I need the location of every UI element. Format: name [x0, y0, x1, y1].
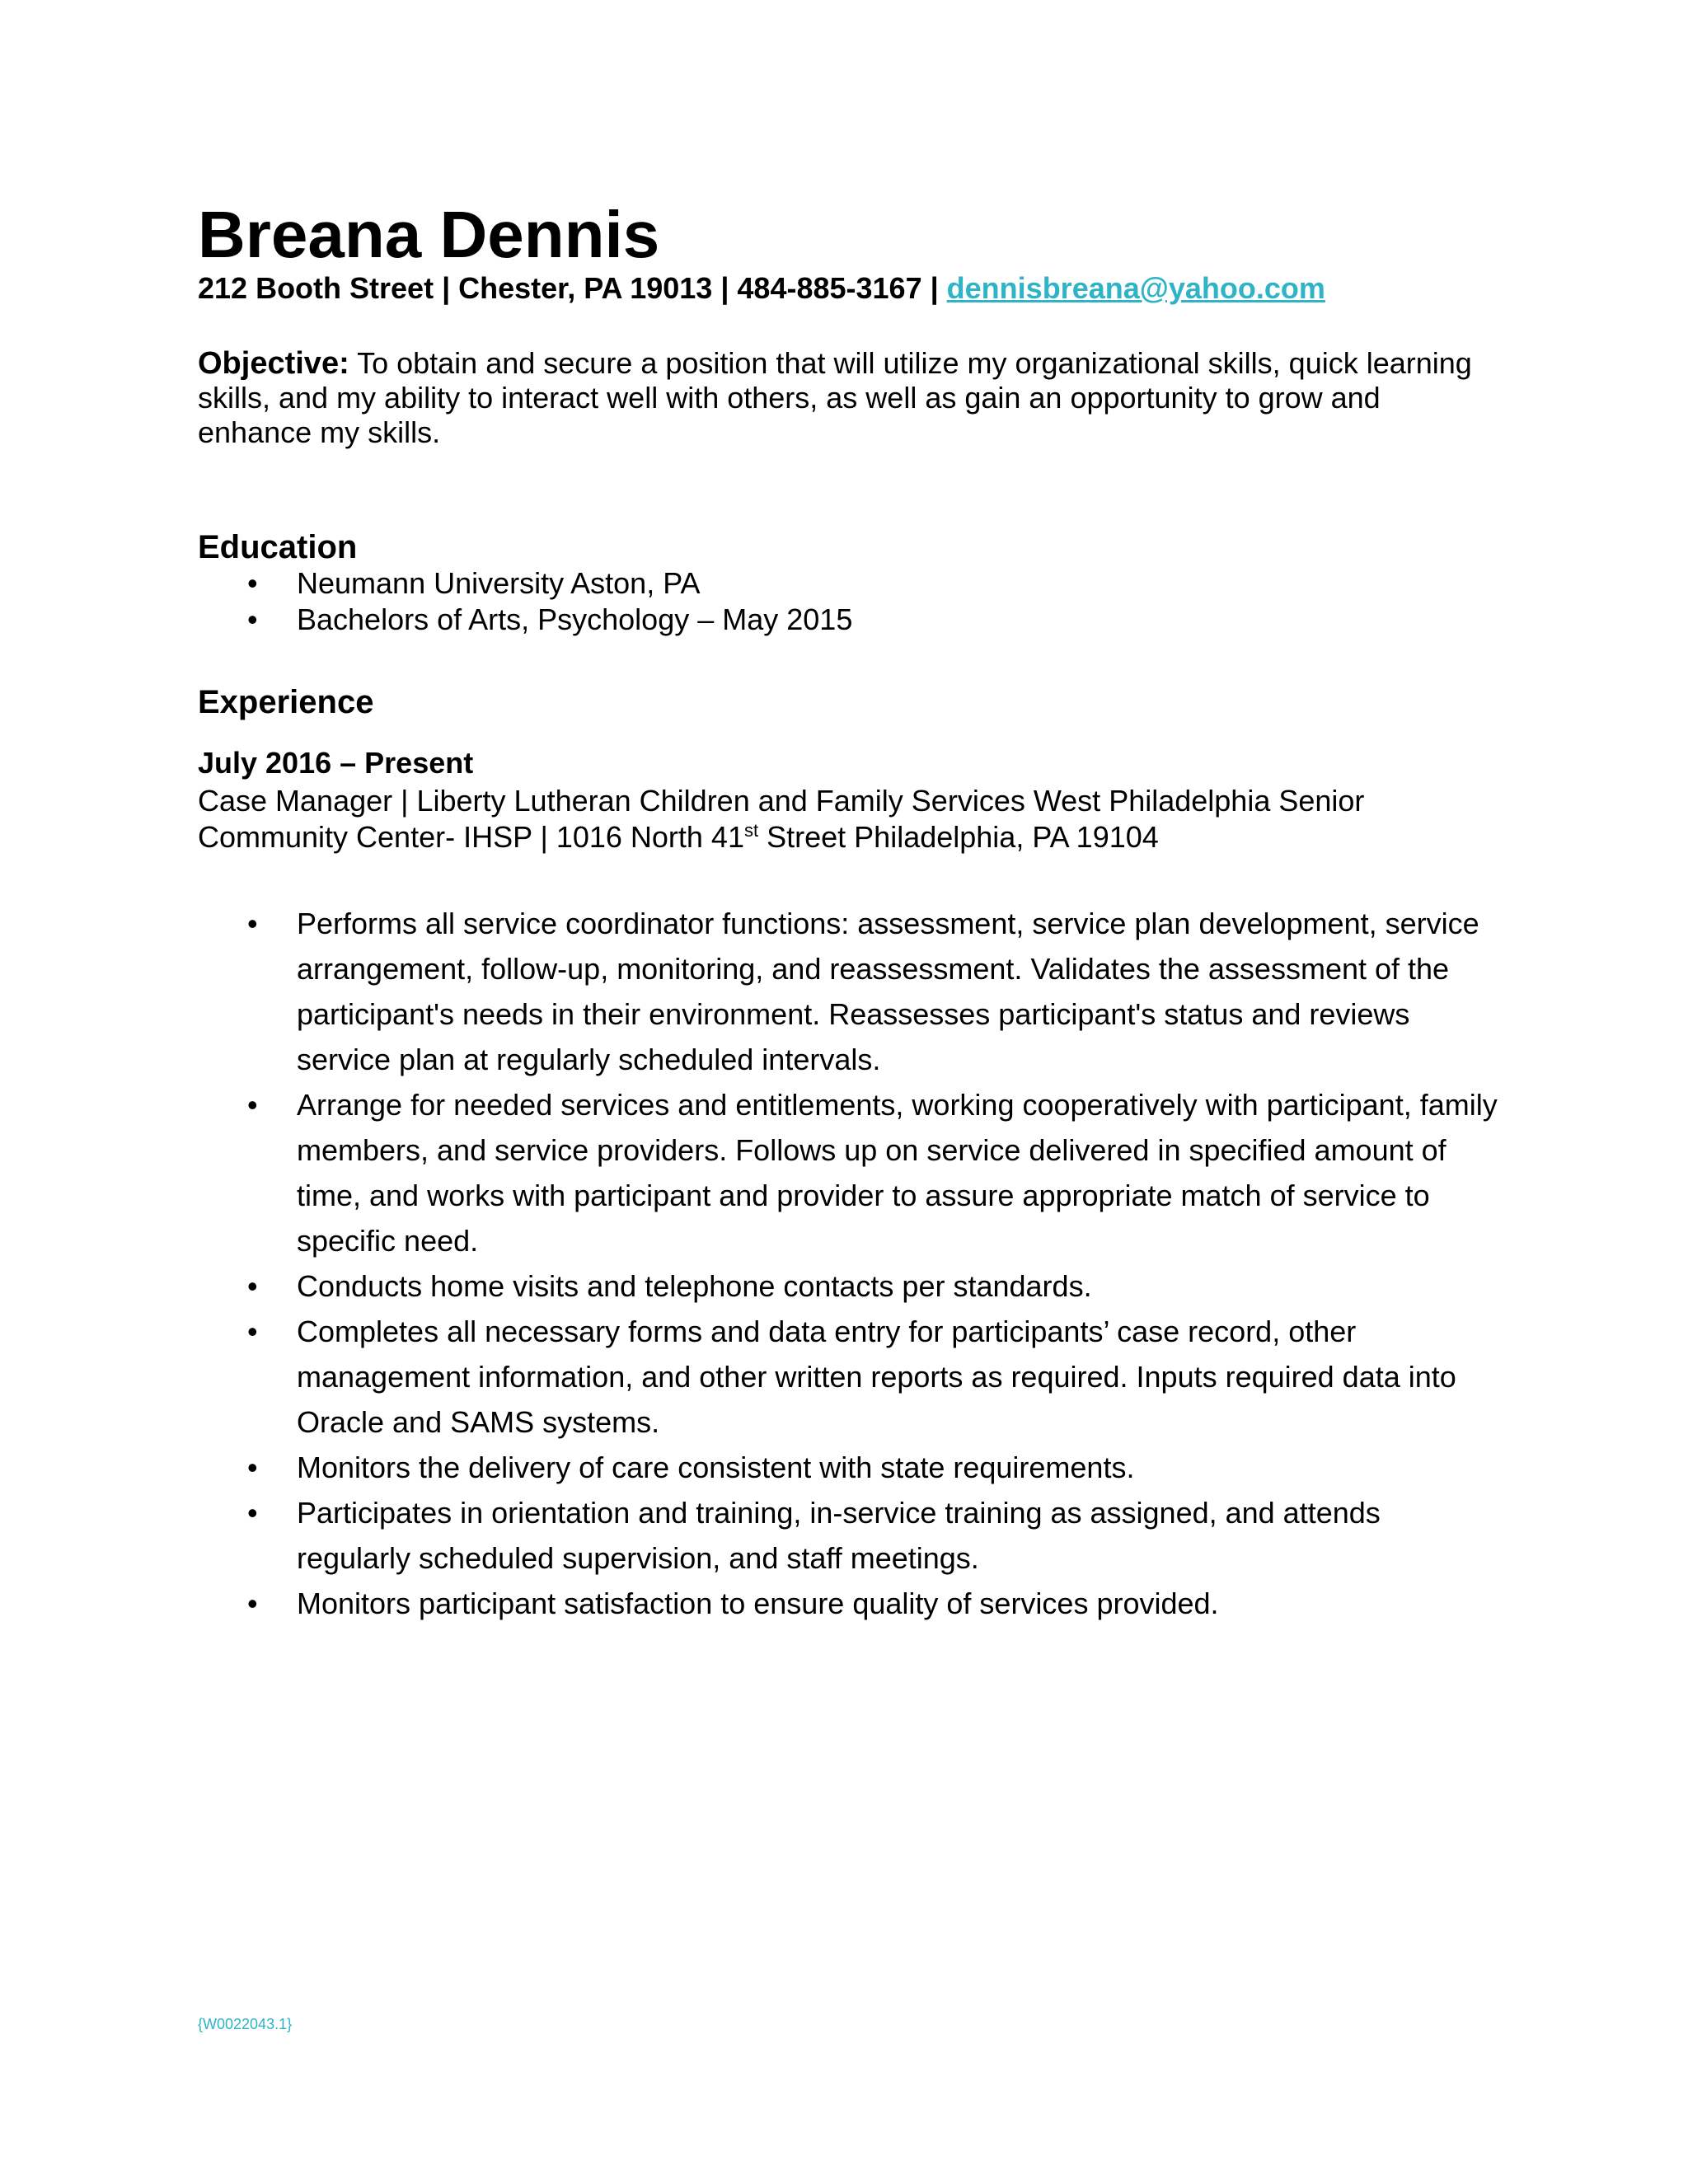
list-item: [198, 1581, 1500, 1626]
job-org-text: Case Manager | Liberty Lutheran Children and Family Services West Philadelphia Senior Community Center- IHSP | 1016 North 41: [198, 784, 1365, 854]
bullet-icon: •: [247, 1496, 258, 1530]
experience-heading: Experience: [198, 684, 374, 720]
duty-text: Conducts home visits and telephone contacts per standards.: [297, 1269, 1092, 1303]
list-item: [198, 901, 1500, 1082]
bullet-icon: •: [247, 1315, 258, 1348]
email-link[interactable]: dennisbreana@yahoo.com: [946, 271, 1325, 305]
ordinal-suffix: st: [743, 820, 759, 841]
list-item: [198, 565, 1484, 602]
document-code: {W0022043.1}: [198, 2016, 293, 2032]
list-item: [198, 1490, 1500, 1581]
objective-text: To obtain and secure a position that will utilize my organizational skills, quick learning skills, and my ability to interact well with others, as well as gain an opportunity to grow and enhance my skills.: [198, 346, 1472, 449]
list-item: [198, 1263, 1500, 1309]
duty-text: Arrange for needed services and entitlements, working cooperatively with participant, family members, and service providers. Follows up on service delivered in specified amount of time, and works with participant and provider to assure appropriate match of service to specific need.: [297, 1088, 1498, 1258]
duties-list: [198, 901, 1500, 1626]
education-heading: Education: [198, 529, 358, 565]
contact-details: 212 Booth Street | Chester, PA 19013 | 484-885-3167 |: [198, 271, 947, 305]
job-org-address: Street Philadelphia, PA 19104: [758, 820, 1159, 854]
list-item: [198, 1445, 1500, 1490]
list-item: [198, 602, 1484, 638]
education-item-text: Bachelors of Arts, Psychology – May 2015: [297, 602, 853, 636]
bullet-icon: •: [247, 1269, 258, 1303]
duty-text: Participates in orientation and training, in-service training as assigned, and attends regularly scheduled supervision, and staff meetings.: [297, 1496, 1381, 1575]
duty-text: Monitors participant satisfaction to ensure quality of services provided.: [297, 1586, 1219, 1620]
objective-label: Objective:: [198, 346, 349, 381]
bullet-icon: •: [247, 1088, 258, 1122]
duty-text: Monitors the delivery of care consistent with state requirements.: [297, 1451, 1135, 1484]
bullet-icon: •: [247, 1451, 258, 1484]
duty-text: Completes all necessary forms and data entry for participants’ case record, other management information, and other written reports as required. Inputs required data into Oracle and SAMS systems.: [297, 1315, 1456, 1439]
bullet-icon: •: [247, 566, 258, 600]
duty-text: Performs all service coordinator functions: assessment, service plan development, service arrangement, follow-up, monitoring, and reassessment. Validates the assessment of the participant's needs in their environment. Reassesses participant's status and reviews service plan at regularly scheduled intervals.: [297, 907, 1479, 1076]
contact-line: [198, 270, 1325, 307]
bullet-icon: •: [247, 907, 258, 940]
candidate-name: Breana Dennis: [198, 198, 660, 271]
list-item: [198, 1309, 1500, 1445]
bullet-icon: •: [247, 602, 258, 636]
education-item-text: Neumann University Aston, PA: [297, 566, 701, 600]
job-organization: [198, 783, 1484, 855]
objective-section: [198, 346, 1484, 450]
job-dates: July 2016 – Present: [198, 746, 474, 780]
list-item: [198, 1082, 1500, 1263]
bullet-icon: •: [247, 1586, 258, 1620]
education-list: [198, 565, 1484, 638]
